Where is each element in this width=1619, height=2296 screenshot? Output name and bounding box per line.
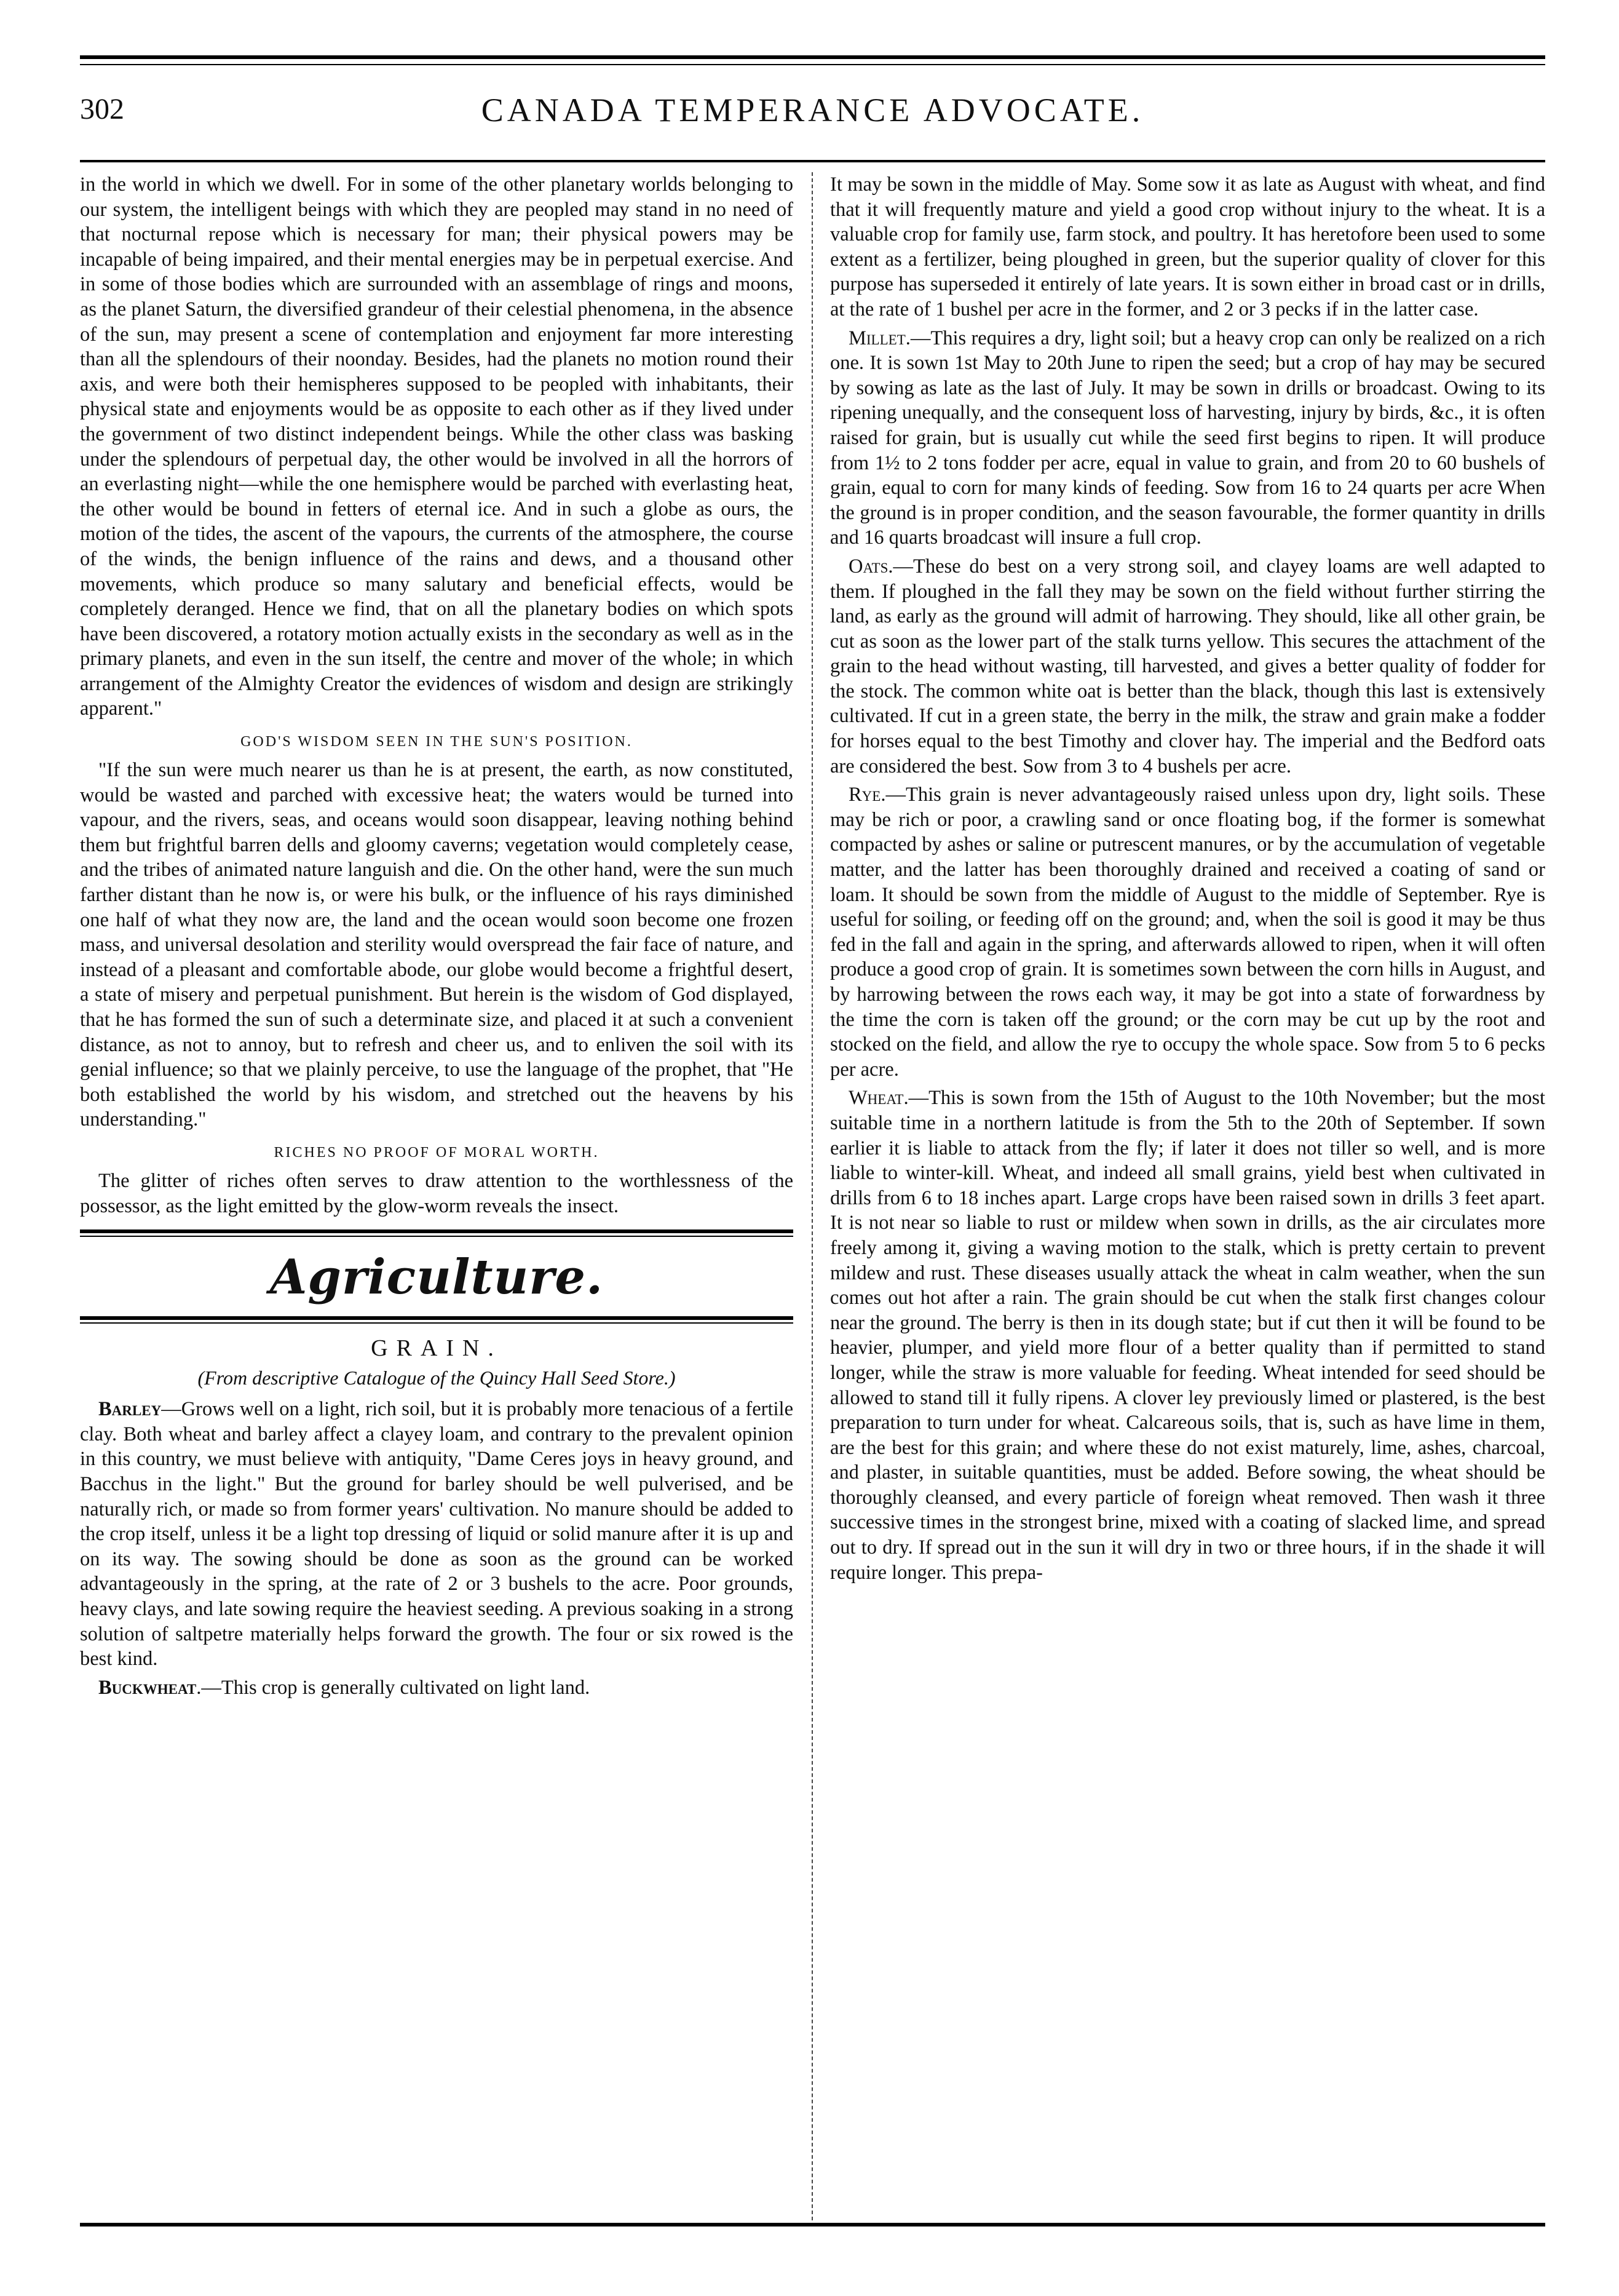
- bottom-rule: [80, 2223, 1545, 2226]
- article-paragraph: The glitter of riches often serves to draw attention to the worthlessness of the possessor, as the light emitted by the glow-worm reveals the insect.: [80, 1169, 793, 1217]
- header-rule: [80, 160, 1545, 162]
- entry-text: —This grain is never advantageously raised unless upon dry, light soils. These may be rich or poor, a crawling sand or once floating bog, if the former is somewhat compacted by ashes or saline or putrescent manures, or by the accumulation of vegetable matter, and the latter has been thoroughly drained and received a coating of sand or loam. It should be sown from the middle of August to the middle of September. Rye is useful for soiling, or feeding off on the ground; and, when the soil is good it may be thus fed in the fall and again in the spring, and afterwards allowed to ripen, when it will often produce a good crop of grain. It is sometimes sown between the corn hills in August, and by harrowing between the rows each way, it may be got into a state of forwardness by the time the corn is taken off the ground; or the corn may be cut up by the root and stocked on the field, and allow the rye to occupy the whole space. Sow from 5 to 6 pecks per acre.: [830, 784, 1545, 1081]
- article-source: (From descriptive Catalogue of the Quincy Hall Seed Store.): [197, 1367, 676, 1389]
- section-title: Agriculture.: [269, 1249, 604, 1306]
- left-column: [80, 172, 793, 2226]
- entry-text: —These do best on a very strong soil, and clayey loams are well adapted to them. If ploughed in the fall they may be sown on the field without further stirring the land, as early as the ground will admit of harrowing. They should, like all other grain, be cut as soon as the lower part of the stalk turns yellow. This secures the attachment of the grain to the head without wasting, till harvested, and gives a better quality of fodder for the stock. The common white oat is better than the black, though this last is extensively cultivated. If cut in a green state, the berry in the milk, the straw and grain make a fodder for horses equal to the best Timothy and clover hay. The imperial and the Bedford oats are considered the best. Sow from 3 to 4 bushels per acre.: [830, 555, 1545, 777]
- section-rule: [80, 1316, 793, 1320]
- article-paragraph: [830, 326, 1545, 550]
- entry-lead: Rye.: [849, 784, 886, 806]
- article-title: GRAIN.: [371, 1335, 502, 1362]
- right-column: [830, 172, 1545, 2226]
- entry-lead: Barley: [98, 1398, 162, 1421]
- entry-lead: Wheat.: [849, 1087, 909, 1110]
- entry-lead: Buckwheat: [98, 1676, 197, 1699]
- entry-text: —This requires a dry, light soil; but a heavy crop can only be realized on a rich one. It is sown 1st May to 20th June to ripen the seed; but a crop of hay may be secured by sowing as late as the last of July. It may be sown in drills or broadcast. Owing to its ripening unequally, and the consequent loss of harvesting, injury by birds, &c., it is often raised for grain, but is usually cut while the seed first begins to ripen. It will produce from 1½ to 2 tons fodder per acre, equal in value to grain, and from 20 to 60 bushels of grain, equal to corn for many kinds of feeding. Sow from 16 to 24 quarts per acre When the ground is in proper condition, and the season favourable, the former quantity in drills and 16 quarts broadcast will insure a full crop.: [830, 327, 1545, 549]
- page-header: [80, 86, 1545, 154]
- subheading: RICHES NO PROOF OF MORAL WORTH.: [274, 1144, 600, 1161]
- article-paragraph: [830, 1086, 1545, 1585]
- subheading: GOD'S WISDOM SEEN IN THE SUN'S POSITION.: [240, 734, 633, 750]
- article-paragraph: in the world in which we dwell. For in some of the other planetary worlds belonging to our system, the intelligent beings with which they are peopled may stand in no need of that nocturnal repose which is necessary for man; their physical powers may be incapable of being impaired, and their mental energies may be in perpetual exercise. And in some of those bodies which are surrounded with an assemblage of rings and moons, as the planet Saturn, the diversified grandeur of their celestial phenomena, in the absence of the sun, may present a scene of contemplation and enjoyment far more interesting than all the splendours of their noonday. Besides, had the planets no motion round their axis, and were both their hemispheres supposed to be peopled with inhabitants, their physical state and enjoyments would be as opposite to each other as if they lived under the government of two distinct independent beings. While the other class was basking under the splendours of perpetual day, the other would be involved in all the horrors of an everlasting night—while the one hemisphere would be parched with everlasting heat, the other would be bound in fetters of eternal ice. And in such a globe as ours, the motion of the tides, the ascent of the vapours, the currents of the atmosphere, the course of the winds, the benign influence of the rains and dews, and a thousand other movements, which produce so many salutary and beneficial effects, would be completely deranged. Hence we find, that on all the planetary bodies on which spots have been discovered, a rotatory motion actually exists in the secondary as well as in the primary planets, and even in the sun itself, the centre and mover of the whole; in which arrangement of the Almighty Creator the evidences of wisdom and design are strikingly apparent.": [80, 173, 793, 720]
- entry-text: .—This crop is generally cultivated on light land.: [196, 1676, 590, 1699]
- section-rule-thin: [80, 1236, 793, 1237]
- entry-lead: Oats.: [849, 555, 893, 578]
- section-rule-thin: [80, 1322, 793, 1324]
- top-rule: [80, 55, 1545, 59]
- page-number: 302: [80, 93, 124, 125]
- article-paragraph: [830, 782, 1545, 1082]
- top-rule-thin: [80, 64, 1545, 65]
- article-paragraph: [80, 1397, 793, 1672]
- article-paragraph: [80, 1675, 793, 1701]
- entry-text: —This is sown from the 15th of August to the 10th November; but the most suitable time in a northern latitude is from the 5th to the 20th of September. If sown earlier it is liable to attack from the fly; if later it does not tiller so well, and is more liable to winter-kill. Wheat, and indeed all small grains, yield best when cultivated in drills from 6 to 18 inches apart. Large crops have been raised sown in drills 3 feet apart. It is not near so liable to rust or mildew when sown in drills, as the air circulates more freely among it, giving a waving motion to the stalk, which is pretty certain to prevent mildew and rust. These diseases usually attack the wheat in calm weather, when the sun comes out hot after a rain. The grain should be cut when the stalk first changes colour near the ground. The berry is then in its dough state; but if cut then it will be found to be heavier, plumper, and yield more flour of a better quality than if permitted to stand longer, while the straw is more valuable for feeding. Wheat intended for seed should be allowed to stand till it fully ripens. A clover ley previously limed or plastered, is the best preparation to turn under for wheat. Calcareous soils, that is, such as have lime in them, are the best for this grain; and where these do not exist maturely, lime, ashes, charcoal, and plaster, in suitable quantities, must be added. Before sowing, the wheat should be thoroughly cleansed, and every particle of foreign wheat removed. Then wash it three successive times in the strongest brine, mixed with a coating of slacked lime, and spread out to dry. If spread out in the sun it will dry in two or three hours, if in the shade it will require longer. This prepa-: [830, 1087, 1545, 1584]
- column-divider: [812, 172, 813, 2226]
- section-rule: [80, 1229, 793, 1233]
- article-paragraph: It may be sown in the middle of May. Some sow it as late as August with wheat, and find that it will frequently mature and yield a good crop without injury to the wheat. It is a valuable crop for family use, farm stock, and poultry. It has heretofore been used to some extent as a fertilizer, being ploughed in green, but the superior quality of clover for this purpose has superseded it entirely of late years. It is sown either in broad cast or in drills, at the rate of 1 bushel per acre in the former, and 2 or 3 pecks if in the latter case.: [830, 173, 1545, 320]
- entry-text: —Grows well on a light, rich soil, but it is probably more tenacious of a fertile clay. Both wheat and barley affect a clayey loam, and contrary to the prevalent opinion in this country, we must believe with antiquity, "Dame Ceres joys in heavy ground, and Bacchus in the light." But the ground for barley should be well pulverised, and be naturally rich, or made so from former years' cultivation. No manure should be added to the crop itself, unless it be a light top dressing of liquid or solid manure after it is up and on its way. The sowing should be done as soon as the ground can be worked advantageously in the spring, at the rate of 2 or 3 bushels to the acre. Poor grounds, heavy clays, and late sowing require the heaviest seeding. A previous soaking in a strong solution of saltpetre materially helps forward the growth. The four or six rowed is the best kind.: [80, 1398, 793, 1670]
- article-paragraph: "If the sun were much nearer us than he is at present, the earth, as now constituted, would be wasted and parched with excessive heat; the waters would be turned into vapour, and the rivers, seas, and oceans would soon disappear, leaving nothing behind them but frightful barren dells and gloomy caverns; vegetation would completely cease, and the tribes of animated nature languish and die. On the other hand, were the sun much farther distant than he now is, or were his bulk, or the influence of his rays diminished one half of what they now are, the land and the ocean would soon become one frozen mass, and universal desolation and sterility would overspread the fair face of nature, and instead of a pleasant and comfortable abode, our globe would become a frightful desert, a state of misery and perpetual punishment. But herein is the wisdom of God displayed, that he has formed the sun of such a determinate size, and placed it at such a convenient distance, as not to annoy, but to refresh and cheer us, and to enliven the soil with its genial influence; so that we plainly perceive, to use the language of the prophet, that "He both established the world by his wisdom, and stretched out the heavens by his understanding.": [80, 759, 793, 1131]
- newspaper-page: [80, 55, 1545, 2226]
- entry-lead: Millet.: [849, 327, 911, 349]
- masthead-title: CANADA TEMPERANCE ADVOCATE.: [481, 92, 1144, 129]
- article-paragraph: [830, 554, 1545, 779]
